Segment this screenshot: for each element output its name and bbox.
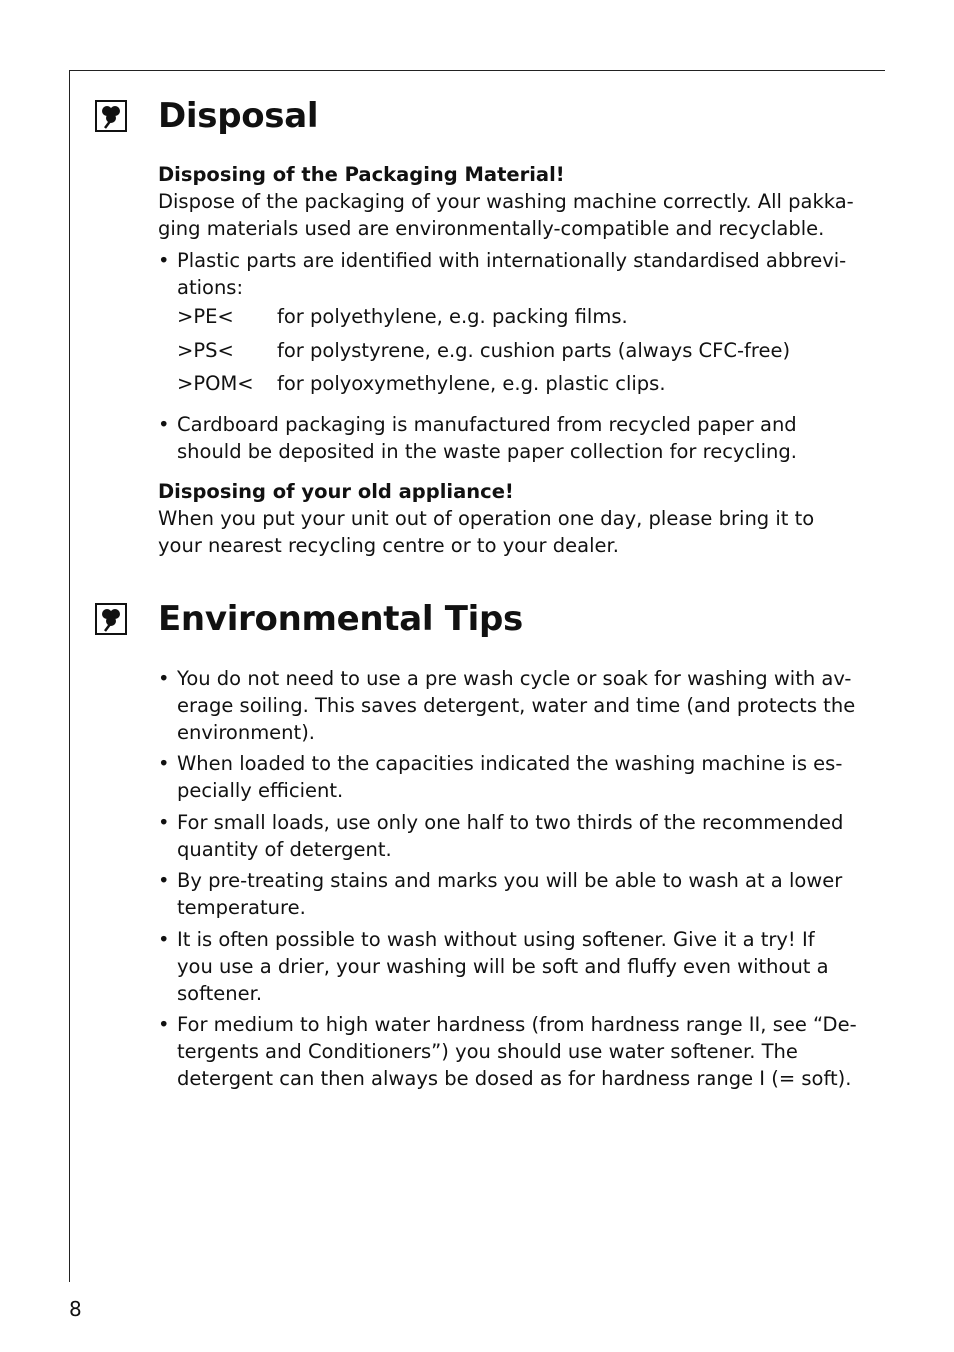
appliance-text-line: When you put your unit out of operation one day, please bring it to bbox=[158, 507, 815, 530]
tip-line: • When loaded to the capacities indicated the washing machine is es- bbox=[177, 752, 843, 775]
tip-line: detergent can then always be dosed as for hardness range I (= soft). bbox=[177, 1067, 852, 1090]
cardboard-bullet bbox=[158, 411, 878, 465]
abbreviation-desc: for polyoxymethylene, e.g. plastic clips. bbox=[277, 372, 666, 396]
tip-item bbox=[158, 1011, 878, 1092]
tip-line: you use a drier, your washing will be soft and fluffy even without a bbox=[177, 955, 829, 978]
tip-line: pecially efficient. bbox=[177, 779, 344, 802]
tip-line: temperature. bbox=[177, 896, 306, 919]
tip-line: • For medium to high water hardness (from hardness range II, see “De- bbox=[177, 1013, 857, 1036]
abbreviation-code: >PE< bbox=[177, 305, 234, 329]
page-number: 8 bbox=[69, 1297, 82, 1321]
tip-line: environment). bbox=[177, 721, 315, 744]
cloverleaf-icon bbox=[95, 603, 127, 635]
tip-line: • It is often possible to wash without using softener. Give it a try! If bbox=[177, 928, 815, 951]
appliance-text-line: your nearest recycling centre or to your dealer. bbox=[158, 534, 619, 557]
tip-line: • For small loads, use only one half to two thirds of the recommended bbox=[177, 811, 844, 834]
left-rule bbox=[69, 70, 70, 1282]
abbreviation-row bbox=[177, 367, 790, 401]
environmental-tips-title: Environmental Tips bbox=[158, 599, 523, 639]
tip-item bbox=[158, 665, 878, 746]
disposal-appliance-block bbox=[158, 478, 878, 559]
abbreviation-row bbox=[177, 300, 790, 334]
bullet-line: • Cardboard packaging is manufactured from recycled paper and bbox=[177, 413, 797, 436]
packaging-heading: Disposing of the Packaging Material! bbox=[158, 163, 565, 186]
cloverleaf-icon bbox=[95, 100, 127, 132]
abbreviation-code: >PS< bbox=[177, 338, 234, 362]
disposal-title: Disposal bbox=[158, 96, 319, 136]
disposal-packaging-block bbox=[158, 161, 878, 242]
abbreviation-desc: for polyethylene, e.g. packing films. bbox=[277, 305, 628, 329]
tip-line: softener. bbox=[177, 982, 263, 1005]
abbreviation-table bbox=[177, 300, 790, 401]
packaging-text-line: ging materials used are environmentally-compatible and recyclable. bbox=[158, 217, 825, 240]
tip-item bbox=[158, 750, 878, 804]
abbreviation-table-block bbox=[158, 300, 878, 401]
plastic-bullet bbox=[158, 247, 878, 301]
tip-item bbox=[158, 926, 878, 1007]
tip-line: • By pre-treating stains and marks you will be able to wash at a lower bbox=[177, 869, 843, 892]
abbreviation-code: >POM< bbox=[177, 372, 254, 396]
tip-line: erage soiling. This saves detergent, water and time (and protects the bbox=[177, 694, 856, 717]
tip-line: • You do not need to use a pre wash cycle or soak for washing with av- bbox=[177, 667, 852, 690]
bullet-line: should be deposited in the waste paper collection for recycling. bbox=[177, 440, 797, 463]
appliance-heading: Disposing of your old appliance! bbox=[158, 480, 514, 503]
bullet-line: ations: bbox=[177, 276, 244, 299]
tip-line: quantity of detergent. bbox=[177, 838, 392, 861]
bullet-line: • Plastic parts are identified with internationally standardised abbrevi- bbox=[177, 249, 847, 272]
tip-item bbox=[158, 809, 878, 863]
tip-line: tergents and Conditioners”) you should use water softener. The bbox=[177, 1040, 798, 1063]
tip-item bbox=[158, 867, 878, 921]
top-rule bbox=[69, 70, 885, 71]
abbreviation-row bbox=[177, 334, 790, 368]
packaging-text-line: Dispose of the packaging of your washing machine correctly. All pakka- bbox=[158, 190, 854, 213]
abbreviation-desc: for polystyrene, e.g. cushion parts (always CFC-free) bbox=[277, 338, 791, 362]
